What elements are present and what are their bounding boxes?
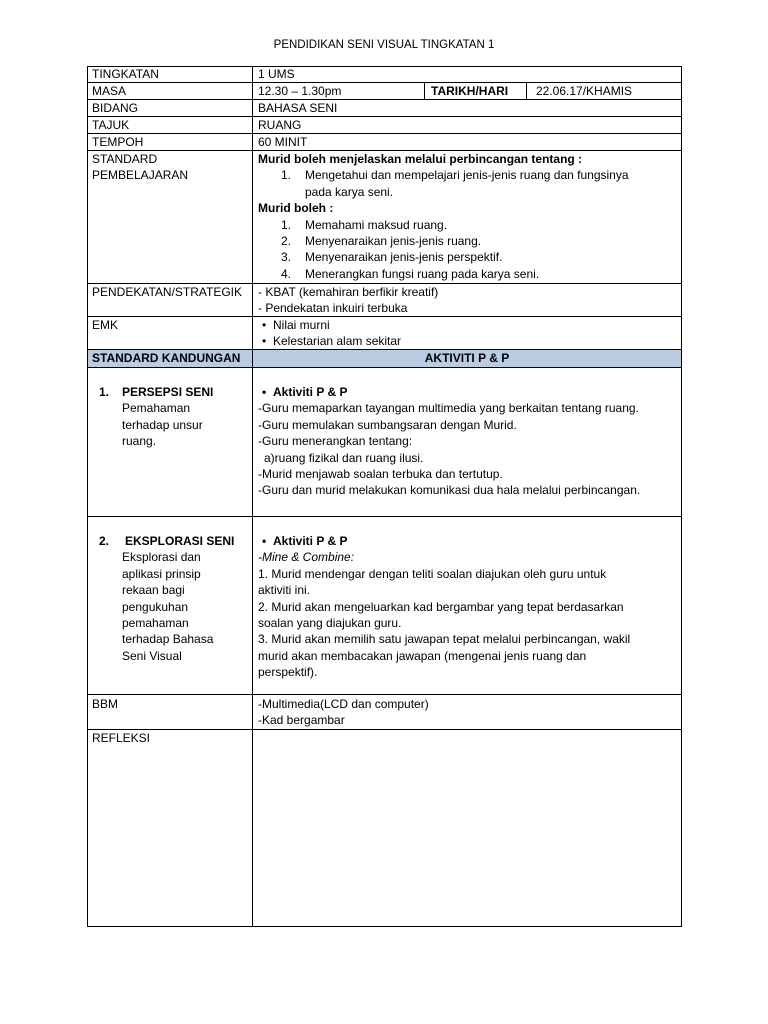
activity-subline: a)ruang fizikal dan ruang ilusi. (264, 450, 424, 465)
label-cell (425, 83, 527, 99)
row-tajuk (88, 117, 682, 134)
label-cell (88, 134, 253, 150)
section-number: 2. (99, 534, 110, 548)
emk-label: EMK (92, 318, 119, 332)
eksplorasi-description-line: pemahaman (122, 615, 189, 630)
label-cell (88, 117, 253, 133)
bullet-icon: • (262, 534, 267, 548)
step-line: aktiviti ini. (258, 583, 311, 598)
row-masa (88, 83, 682, 100)
activity-line: -Murid menjawab soalan terbuka dan tertutup. (258, 466, 503, 481)
tempoh-label: TEMPOH (92, 135, 144, 149)
bullet-item (258, 317, 681, 333)
row-eksplorasi-seni (88, 517, 682, 695)
row-refleksi (88, 730, 682, 927)
activity-heading-text: Aktiviti P & P (273, 534, 348, 548)
row-emk (88, 317, 682, 350)
activity-line: -Guru menerangkan tentang: (258, 434, 413, 449)
aktiviti-heading: AKTIVITI P & P (424, 351, 510, 365)
list-number: 2. (281, 233, 292, 248)
value-cell (253, 517, 682, 694)
document-title: PENDIDIKAN SENI VISUAL TINGKATAN 1 (273, 39, 495, 51)
standard-label-line: PEMBELAJARAN (92, 168, 189, 183)
list-number: 4. (281, 266, 292, 281)
tingkatan-label: TINGKATAN (92, 67, 159, 81)
tajuk-label: TAJUK (92, 118, 130, 132)
list-item (258, 266, 681, 282)
eksplorasi-title (92, 533, 252, 549)
step-line: 3. Murid akan memilih satu jawapan tepat melalui perbincangan, wakil (258, 632, 631, 647)
persepsi-title (92, 384, 252, 400)
list-number: 1. (281, 217, 292, 232)
value-cell (253, 151, 682, 283)
standard-intro: Murid boleh menjelaskan melalui perbincangan tentang : (258, 152, 583, 166)
activity-line: -Guru memaparkan tayangan multimedia yang berkaitan tentang ruang. (258, 401, 639, 416)
value-cell (253, 368, 682, 516)
eksplorasi-description-line: rekaan bagi (122, 583, 185, 598)
pendekatan-item: - KBAT (kemahiran berfikir kreatif) (258, 285, 439, 299)
header-cell (88, 350, 253, 367)
value-cell (527, 83, 682, 99)
list-item (258, 249, 681, 265)
row-standard-pembelajaran (88, 151, 682, 284)
row-bidang (88, 100, 682, 117)
section-title: EKSPLORASI SENI (125, 534, 235, 548)
activity-heading (258, 384, 681, 400)
activity-method: -Mine & Combine: (258, 550, 355, 565)
pendekatan-label: PENDEKATAN/STRATEGIK (92, 285, 243, 299)
value-cell (253, 134, 682, 150)
bbm-item: -Kad bergambar (258, 713, 345, 728)
bbm-item: -Multimedia(LCD dan computer) (258, 697, 429, 711)
tajuk-value: RUANG (258, 118, 302, 132)
activity-heading (258, 533, 681, 549)
eksplorasi-description-line: terhadap Bahasa (122, 632, 214, 647)
bullet-item (258, 333, 681, 349)
label-cell (88, 284, 253, 316)
list-item (258, 217, 681, 233)
list-number: 3. (281, 250, 292, 265)
tarikh-label: TARIKH/HARI (431, 84, 509, 98)
bidang-label: BIDANG (92, 101, 139, 115)
list-number: 1. (281, 168, 292, 183)
step-line: 2. Murid akan mengeluarkan kad bergambar yang tepat berdasarkan (258, 599, 624, 614)
section-title: PERSEPSI SENI (122, 385, 214, 399)
step-line: soalan yang diajukan guru. (258, 615, 402, 630)
row-bbm (88, 695, 682, 730)
masa-label: MASA (92, 84, 127, 98)
step-line: perspektif). (258, 665, 318, 680)
section-header-row (88, 350, 682, 368)
step-line: murid akan membacakan jawapan (mengenai jenis ruang dan (258, 648, 587, 663)
list-item (258, 167, 681, 183)
list-item-continuation (258, 184, 681, 200)
standard-kandungan-heading: STANDARD KANDUNGAN (92, 351, 241, 365)
list-text: Menerangkan fungsi ruang pada karya seni. (305, 266, 540, 281)
persepsi-description-line: ruang. (122, 434, 157, 449)
activity-line: -Guru dan murid melakukan komunikasi dua hala melalui perbincangan. (258, 483, 641, 498)
label-cell (88, 730, 253, 926)
eksplorasi-description-line: aplikasi prinsip (122, 566, 201, 581)
list-item (258, 233, 681, 249)
value-cell (253, 284, 682, 316)
section-number: 1. (99, 385, 110, 399)
step-line: 1. Murid mendengar dengan teliti soalan diajukan oleh guru untuk (258, 566, 607, 581)
objectives-heading: Murid boleh : (258, 201, 334, 216)
emk-item: Nilai murni (273, 318, 330, 332)
label-cell (88, 517, 253, 694)
persepsi-description-line: Pemahaman (122, 401, 191, 416)
persepsi-description-line: terhadap unsur (122, 417, 203, 432)
list-text: Mengetahui dan mempelajari jenis-jenis ruang dan fungsinya (305, 168, 629, 183)
label-cell (88, 83, 253, 99)
label-cell (88, 67, 253, 82)
row-tempoh (88, 134, 682, 151)
emk-item: Kelestarian alam sekitar (273, 334, 402, 349)
label-cell (88, 151, 253, 283)
masa-value: 12.30 – 1.30pm (258, 84, 342, 98)
row-pendekatan (88, 284, 682, 317)
header-cell (253, 350, 682, 367)
value-cell (253, 117, 682, 133)
eksplorasi-description-line: Eksplorasi dan (122, 550, 201, 565)
value-cell (253, 695, 682, 729)
row-tingkatan (88, 67, 682, 83)
standard-label-line: STANDARD (92, 152, 158, 166)
eksplorasi-description-line: pengukuhan (122, 599, 189, 614)
list-text: Menyenaraikan jenis-jenis perspektif. (305, 250, 503, 265)
label-cell (88, 695, 253, 729)
row-persepsi-seni (88, 368, 682, 517)
value-cell (253, 67, 682, 82)
pendekatan-item: - Pendekatan inkuiri terbuka (258, 301, 408, 316)
refleksi-label: REFLEKSI (92, 731, 151, 745)
list-text: Memahami maksud ruang. (305, 217, 448, 232)
bullet-icon: • (262, 385, 267, 399)
bullet-icon: • (262, 318, 267, 332)
value-cell (253, 317, 682, 349)
label-cell (88, 368, 253, 516)
list-text: pada karya seni. (305, 184, 394, 199)
eksplorasi-description-line: Seni Visual (122, 648, 182, 663)
label-cell (88, 317, 253, 349)
tingkatan-value: 1 UMS (258, 67, 295, 81)
list-text: Menyenaraikan jenis-jenis ruang. (305, 233, 482, 248)
refleksi-value-cell (253, 730, 682, 926)
bullet-icon: • (262, 334, 267, 349)
tarikh-value: 22.06.17/KHAMIS (536, 84, 633, 98)
tempoh-value: 60 MINIT (258, 135, 308, 149)
activity-heading-text: Aktiviti P & P (273, 385, 348, 399)
activity-line: -Guru memulakan sumbangsaran dengan Murid. (258, 417, 517, 432)
bbm-label: BBM (92, 697, 119, 711)
value-cell (253, 100, 682, 116)
lesson-plan-table (87, 66, 682, 927)
bidang-value: BAHASA SENI (258, 101, 338, 115)
label-cell (88, 100, 253, 116)
value-cell (253, 83, 425, 99)
